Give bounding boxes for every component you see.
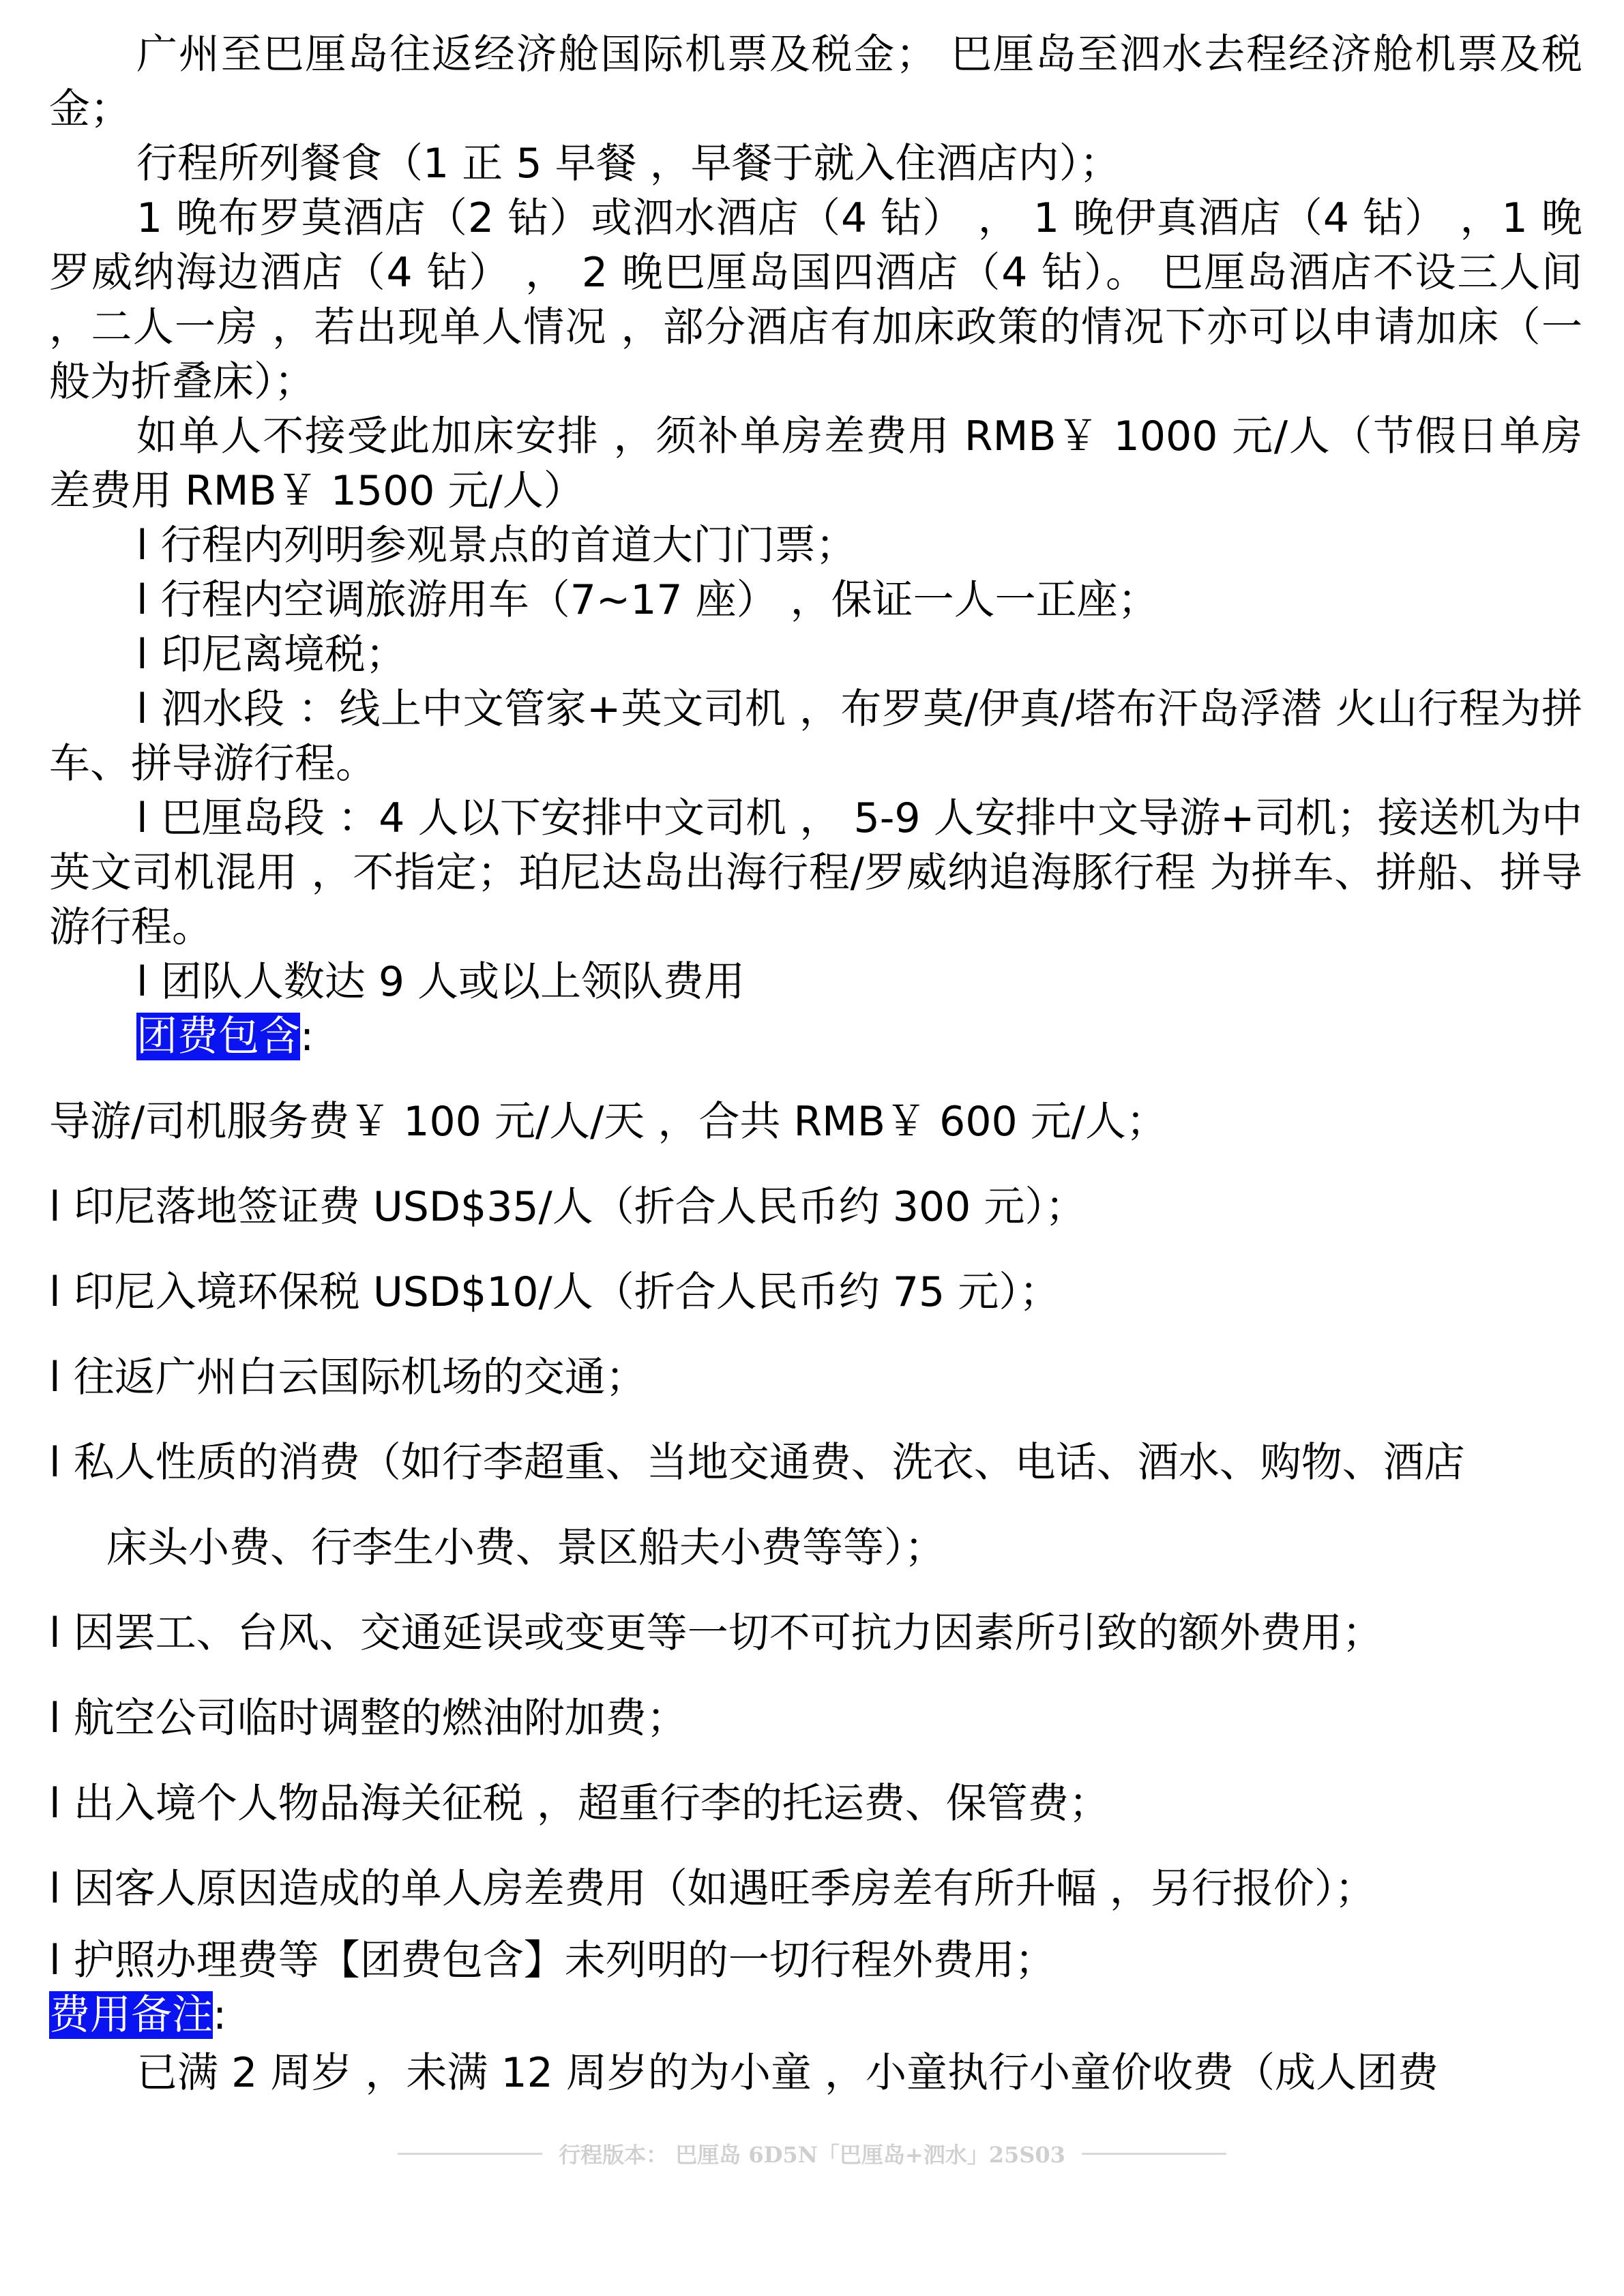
list-item: l 行程内空调旅游用车（7~17 座） ，保证一人一正座； [136, 576, 1159, 624]
list-item: l 护照办理费等【团费包含】未列明的一切行程外费用； [49, 1937, 1056, 1984]
list-item: l 印尼离境税； [136, 631, 407, 679]
paragraph-child-policy: 已满 2 周岁 ，未满 12 周岁的为小童 ，小童执行小童价收费（成人团费 [136, 2049, 1438, 2097]
list-item: 导游/司机服务费￥ 100 元/人/天 ，合共 RMB￥ 600 元/人； [49, 1098, 1167, 1146]
heading-notes-label: 费用备注 [49, 1991, 213, 2039]
list-item: l 私人性质的消费（如行李超重、当地交通费、洗衣、电话、酒水、购物、酒店 [49, 1439, 1465, 1487]
heading-included-label: 团费包含 [136, 1013, 300, 1060]
section-heading-notes [49, 1988, 226, 2042]
page-footer [0, 2133, 1624, 2174]
heading-notes-colon: : [213, 1991, 227, 2039]
paragraph-single-supplement: 如单人不接受此加床安排 ，须补单房差费用 RMB￥ 1000 元/人（节假日单房差费用 RMB￥ 1500 元/人） [49, 413, 1582, 515]
paragraph-airfare: 广州至巴厘岛往返经济舱国际机票及税金； 巴厘岛至泗水去程经济舱机票及税金； [49, 31, 1582, 133]
list-item: l 泗水段 ：线上中文管家+英文司机 ，布罗莫/伊真/塔布汗岛浮潜 火山行程为拼车、拼导游行程。 [49, 685, 1582, 788]
paragraph-meals: 行程所列餐食（1 正 5 早餐 ，早餐于就入住酒店内）； [136, 140, 1121, 188]
heading-included-colon: : [300, 1013, 314, 1060]
paragraph-hotels: 1 晚布罗莫酒店（2 钻）或泗水酒店（4 钻） ， 1 晚伊真酒店（4 钻） ，1 晚罗威纳海边酒店（4 钻） ， 2 晚巴厘岛国四酒店（4 钻）。 巴厘岛酒店不设三人间 ，二人一房 ，若出现单人情况 ，部分酒店有加床政策的情况下亦可以申请加床（一般为折叠床）； [49, 194, 1582, 406]
section-heading-included [136, 1009, 314, 1064]
list-item-continuation: 床头小费、行李生小费、景区船夫小费等等）； [106, 1524, 945, 1572]
list-item: l 团队人数达 9 人或以上领队费用 [136, 958, 745, 1006]
list-item: l 行程内列明参观景点的首道大门门票； [136, 522, 857, 569]
list-item: l 巴厘岛段 ：4 人以下安排中文司机 ， 5-9 人安排中文导游+司机；接送机为中英文司机混用 ，不指定；珀尼达岛出海行程/罗威纳追海豚行程 为拼车、拼船、拼导游行程。 [49, 794, 1582, 951]
footer-version-text: 行程版本： 巴厘岛 6D5N「巴厘岛+泗水」25S03 [559, 2142, 1065, 2168]
list-item: l 航空公司临时调整的燃油附加费； [49, 1695, 688, 1742]
list-item: l 往返广州白云国际机场的交通； [49, 1354, 647, 1401]
list-item: l 因罢工、台风、交通延误或变更等一切不可抗力因素所引致的额外费用； [49, 1609, 1383, 1657]
footer-rule-left [398, 2153, 542, 2155]
list-item: l 印尼落地签证费 USD$35/人（折合人民币约 300 元）； [49, 1183, 1087, 1231]
list-item: l 出入境个人物品海关征税 ，超重行李的托运费、保管费； [49, 1780, 1110, 1828]
list-item: l 印尼入境环保税 USD$10/人（折合人民币约 75 元）； [49, 1268, 1061, 1316]
footer-rule-right [1082, 2153, 1226, 2155]
list-item: l 因客人原因造成的单人房差费用（如遇旺季房差有所升幅 ，另行报价）； [49, 1865, 1376, 1913]
